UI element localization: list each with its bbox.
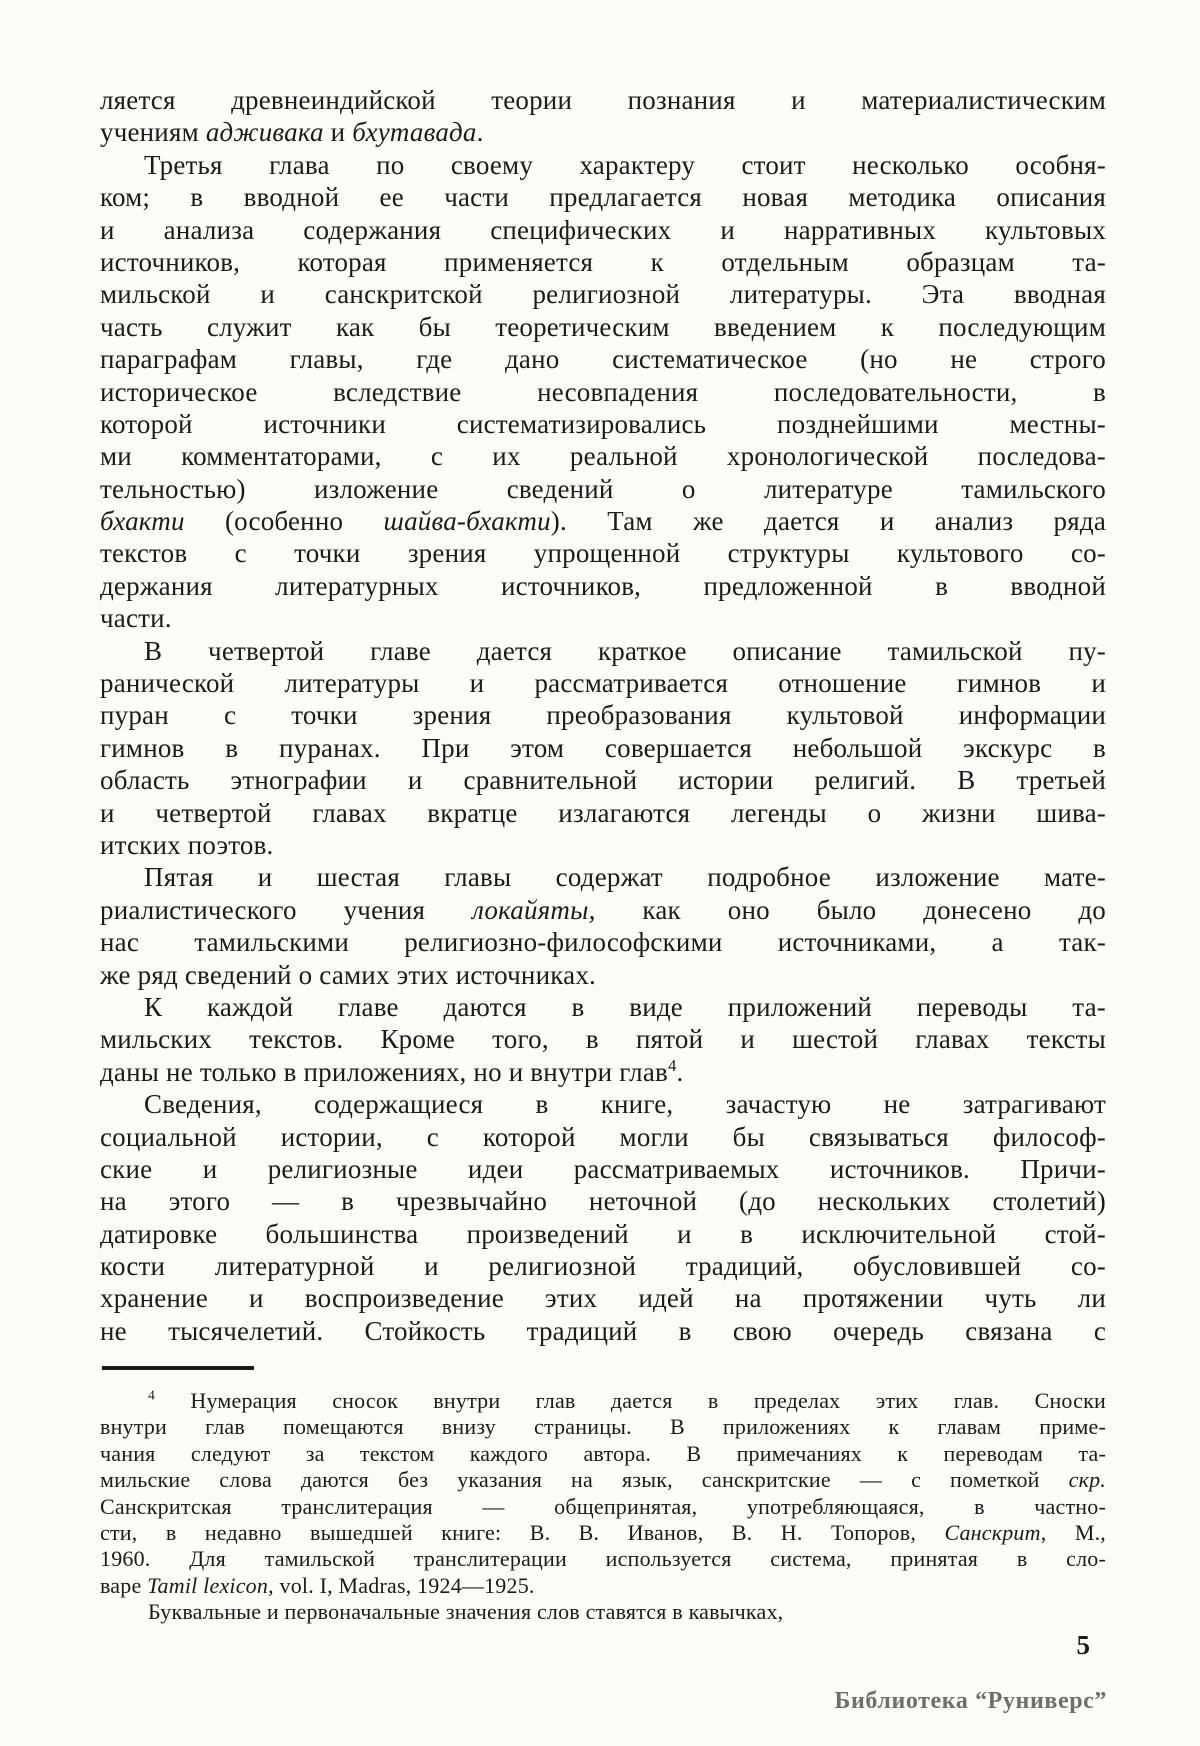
text-segment: параграфам главы, где дано систематическое (но не строго <box>100 344 1106 375</box>
text-segment: внутри глав помещаются внизу страницы. В приложениях к главам приме- <box>100 1414 1106 1440</box>
text-segment: Tamil lexicon <box>147 1572 269 1598</box>
text-line <box>100 1467 1106 1493</box>
text-line <box>100 1388 1106 1414</box>
text-segment: ). Там же дается и анализ ряда <box>550 506 1106 537</box>
text-segment: учениям <box>100 117 206 148</box>
text-line <box>100 667 1106 699</box>
text-segment: ми комментаторами, с их реальной хронологической последова- <box>100 441 1106 472</box>
text-line <box>100 246 1106 278</box>
text-segment: итских поэтов. <box>100 829 274 860</box>
text-line <box>100 84 1106 116</box>
text-segment: , М., <box>1040 1519 1106 1545</box>
text-line <box>100 1153 1106 1185</box>
text-segment: ляется древнеиндийской теории познания и материалистическим <box>100 85 1106 115</box>
text-line <box>100 635 1106 667</box>
text-line <box>100 537 1106 569</box>
main-text-block <box>100 84 1106 1347</box>
text-segment: и анализа содержания специфических и нарративных культовых <box>100 214 1106 245</box>
text-line <box>100 1494 1106 1520</box>
text-line <box>100 1218 1106 1250</box>
text-line <box>100 505 1106 537</box>
text-segment: Буквальные и первоначальные значения слов ставятся в кавычках, <box>148 1599 784 1625</box>
page-number: 5 <box>1076 1630 1090 1660</box>
text-line <box>100 570 1106 602</box>
text-line <box>100 343 1106 375</box>
text-line <box>100 116 1106 148</box>
footnote-marker: 4 <box>667 1055 677 1075</box>
footnote-marker: 4 <box>148 1387 156 1403</box>
text-line <box>100 1282 1106 1314</box>
text-segment: мильские слова даются без указания на язык, санскритские — с пометкой <box>100 1467 1069 1493</box>
text-segment: текстов с точки зрения упрощенной структуры культового со- <box>100 538 1106 569</box>
text-line <box>100 861 1106 893</box>
text-line <box>100 149 1106 181</box>
text-line <box>100 829 1106 861</box>
text-line <box>100 473 1106 505</box>
text-segment: которой источники систематизировались позднейшими местны- <box>100 408 1106 439</box>
text-line <box>100 214 1106 246</box>
text-segment: бхакти <box>100 506 185 537</box>
text-segment: мильских текстов. Кроме того, в пятой и шестой главах тексты <box>100 1024 1106 1055</box>
text-line <box>100 1520 1106 1546</box>
text-line <box>100 1414 1106 1440</box>
text-segment: тельностью) изложение сведений о литературе тамильского <box>100 473 1106 504</box>
text-line <box>100 797 1106 829</box>
text-segment: бхутавада <box>352 117 477 148</box>
text-segment: мильской и санскритской религиозной литературы. Эта вводная <box>100 279 1106 310</box>
text-segment: не тысячелетий. Стойкость традиций в свою очередь связана с <box>100 1315 1106 1346</box>
text-segment: датировке большинства произведений и в исключительной стой- <box>100 1218 1106 1249</box>
text-segment: чания следуют за текстом каждого автора. В примечаниях к переводам та- <box>100 1440 1106 1466</box>
text-segment: локайяты, <box>472 894 596 925</box>
text-segment: (особенно <box>184 506 384 537</box>
text-segment: гимнов в пуранах. При этом совершается небольшой экскурс в <box>100 732 1106 763</box>
text-segment: шайва-бхакти <box>383 506 551 537</box>
text-segment: и четвертой главах вкратце излагаются легенды о жизни шива- <box>100 797 1106 828</box>
text-segment: риалистического учения <box>100 894 473 925</box>
text-line <box>100 376 1106 408</box>
text-line <box>100 181 1106 213</box>
text-segment: даны не только в приложениях, но и внутри глав <box>100 1056 668 1087</box>
text-line <box>100 311 1106 343</box>
text-segment: Сведения, содержащиеся в книге, зачастую не затрагивают <box>144 1089 1106 1120</box>
text-line <box>100 602 1106 634</box>
text-line <box>100 1056 1106 1088</box>
text-segment: историческое вследствие несовпадения последовательности, в <box>100 376 1106 407</box>
text-segment: Пятая и шестая главы содержат подробное изложение мате- <box>144 862 1106 893</box>
text-segment: Санскритская транслитерация — общепринятая, употребляющаяся, в частно- <box>100 1493 1106 1519</box>
text-line <box>100 1546 1106 1572</box>
text-line <box>100 278 1106 310</box>
text-segment: же ряд сведений о самих этих источниках. <box>100 959 596 990</box>
text-line <box>100 1088 1106 1120</box>
text-segment: держания литературных источников, предложенной в вводной <box>100 570 1106 601</box>
footnote-separator-rule <box>102 1366 254 1370</box>
text-segment: . <box>476 117 484 148</box>
text-segment: Нумерация сносок внутри глав дается в пределах этих глав. Сноски <box>155 1388 1106 1413</box>
text-line <box>100 959 1106 991</box>
text-segment: К каждой главе даются в виде приложений переводы та- <box>144 991 1106 1022</box>
text-segment: . <box>676 1056 684 1087</box>
text-segment: 1960. Для тамильской транслитерации используется система, принятая в сло- <box>100 1546 1106 1572</box>
text-segment: скр. <box>1068 1467 1106 1493</box>
text-segment: и <box>323 117 353 148</box>
text-segment: часть служит как бы теоретическим введением к последующим <box>100 311 1106 342</box>
text-line <box>100 926 1106 958</box>
text-line <box>100 1250 1106 1282</box>
footnote-block <box>100 1388 1106 1626</box>
text-segment: как оно было донесено до <box>595 894 1106 925</box>
text-line <box>100 1441 1106 1467</box>
text-segment: социальной истории, с которой могли бы связываться философ- <box>100 1121 1106 1152</box>
text-segment: нас тамильскими религиозно-философскими источниками, а так- <box>100 927 1106 958</box>
text-line <box>100 1315 1106 1347</box>
text-segment: ранической литературы и рассматривается отношение гимнов и <box>100 668 1106 699</box>
text-segment: пуран с точки зрения преобразования культовой информации <box>100 700 1106 731</box>
text-line <box>100 699 1106 731</box>
text-segment: Санскрит <box>944 1519 1041 1545</box>
text-segment: сти, в недавно вышедшей книге: В. В. Иванов, В. Н. Топоров, <box>100 1519 945 1545</box>
text-line <box>100 1185 1106 1217</box>
text-line <box>100 408 1106 440</box>
text-line <box>100 1121 1106 1153</box>
text-segment: ком; в вводной ее части предлагается новая методика описания <box>100 182 1106 213</box>
text-segment: части. <box>100 603 172 634</box>
text-segment: кости литературной и религиозной традиций, обусловившей со- <box>100 1251 1106 1282</box>
text-line <box>100 1023 1106 1055</box>
text-line <box>100 894 1106 926</box>
text-segment: адживака <box>205 117 324 148</box>
text-line <box>100 440 1106 472</box>
text-segment: В четвертой главе дается краткое описание тамильской пу- <box>144 635 1106 666</box>
text-segment: хранение и воспроизведение этих идей на протяжении чуть ли <box>100 1283 1106 1314</box>
text-line <box>100 1599 1106 1625</box>
text-line <box>100 1573 1106 1599</box>
text-segment: область этнографии и сравнительной истории религий. В третьей <box>100 765 1106 796</box>
text-segment: на этого — в чрезвычайно неточной (до нескольких столетий) <box>100 1186 1106 1217</box>
text-segment: , vol. I, Madras, 1924—1925. <box>268 1572 535 1598</box>
text-segment: источников, которая применяется к отдельным образцам та- <box>100 246 1106 277</box>
text-line <box>100 991 1106 1023</box>
text-segment: ские и религиозные идеи рассматриваемых источников. Причи- <box>100 1153 1106 1184</box>
text-line <box>100 764 1106 796</box>
text-segment: Третья глава по своему характеру стоит несколько особня- <box>144 149 1106 180</box>
text-segment: варе <box>100 1572 148 1598</box>
text-line <box>100 732 1106 764</box>
library-watermark: Библиотека “Руниверс” <box>834 1688 1107 1714</box>
